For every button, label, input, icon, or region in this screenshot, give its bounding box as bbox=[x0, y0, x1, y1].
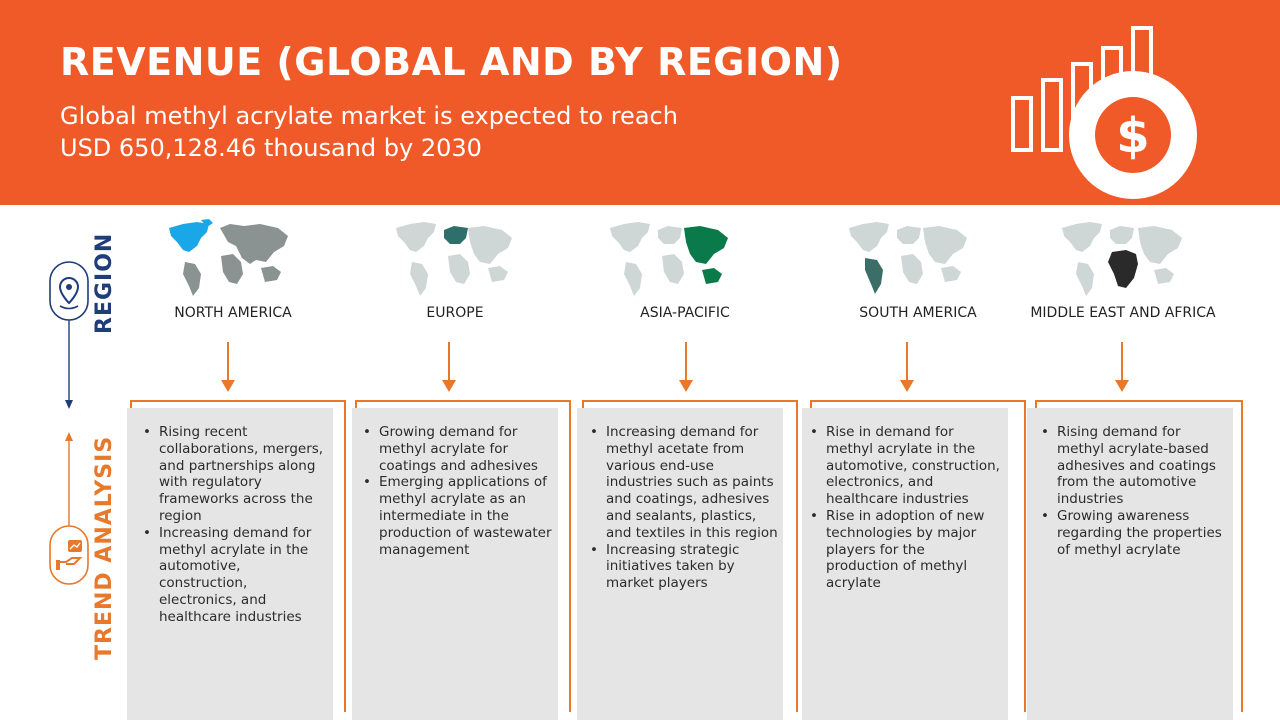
region-name: NORTH AMERICA bbox=[174, 305, 292, 321]
world-map-north-america-icon bbox=[165, 218, 291, 298]
world-map-europe-icon bbox=[392, 218, 518, 298]
revenue-chart-dollar-icon bbox=[1005, 20, 1205, 200]
trend-list bbox=[584, 424, 780, 592]
region-name: MIDDLE EAST AND AFRICA bbox=[1030, 305, 1216, 321]
svg-text:$: $ bbox=[1116, 108, 1150, 164]
trend-bullet: • Growing awareness regarding the properties of methyl acrylate bbox=[1035, 508, 1225, 558]
down-arrow-icon bbox=[1112, 342, 1132, 394]
world-map-middle-east-africa-icon bbox=[1058, 218, 1184, 298]
page-title: REVENUE (GLOBAL AND BY REGION) bbox=[60, 40, 843, 84]
world-map-south-america-icon bbox=[845, 218, 971, 298]
trend-bullet: • Rising recent collaborations, mergers, and partnerships along with regulatory frameworks across the region bbox=[137, 424, 327, 525]
trend-list bbox=[137, 424, 327, 626]
trend-bullet: • Increasing strategic initiatives taken by market players bbox=[584, 542, 780, 592]
down-arrow-icon bbox=[676, 342, 696, 394]
trend-bullet: • Rise in adoption of new technologies by major players for the production of methyl acrylate bbox=[804, 508, 1000, 592]
trend-bullet: • Emerging applications of methyl acrylate as an intermediate in the production of wastewater management bbox=[357, 474, 553, 558]
trend-analysis-rail-label: TREND ANALYSIS bbox=[92, 435, 117, 660]
trend-list bbox=[1035, 424, 1225, 558]
page-subtitle: Global methyl acrylate market is expected to reach USD 650,128.46 thousand by 2030 bbox=[60, 102, 678, 162]
trend-bullet: • Growing demand for methyl acrylate for coatings and adhesives bbox=[357, 424, 553, 474]
trend-bullet: • Rising demand for methyl acrylate-based adhesives and coatings from the automotive industries bbox=[1035, 424, 1225, 508]
down-arrow-icon bbox=[897, 342, 917, 394]
trend-list bbox=[804, 424, 1000, 592]
trend-list bbox=[357, 424, 553, 558]
rail-graphic bbox=[40, 250, 100, 590]
region-name: SOUTH AMERICA bbox=[859, 305, 977, 321]
region-rail-label: REGION bbox=[92, 232, 117, 334]
trend-bullet: • Increasing demand for methyl acetate from various end-use industries such as paints and coatings, adhesives and sealants, plastics, and textiles in this region bbox=[584, 424, 780, 542]
world-map-asia-pacific-icon bbox=[606, 218, 732, 298]
trend-bullet: • Rise in demand for methyl acrylate in the automotive, construction, electronics, and healthcare industries bbox=[804, 424, 1000, 508]
hand-trend-icon bbox=[50, 526, 88, 584]
header-banner bbox=[0, 0, 1280, 205]
down-arrow-icon bbox=[439, 342, 459, 394]
location-pin-icon bbox=[50, 262, 88, 320]
region-name: EUROPE bbox=[426, 305, 484, 321]
down-arrow-icon bbox=[218, 342, 238, 394]
region-name: ASIA-PACIFIC bbox=[640, 305, 730, 321]
trend-bullet: • Increasing demand for methyl acrylate in the automotive, construction, electronics, and healthcare industries bbox=[137, 525, 327, 626]
